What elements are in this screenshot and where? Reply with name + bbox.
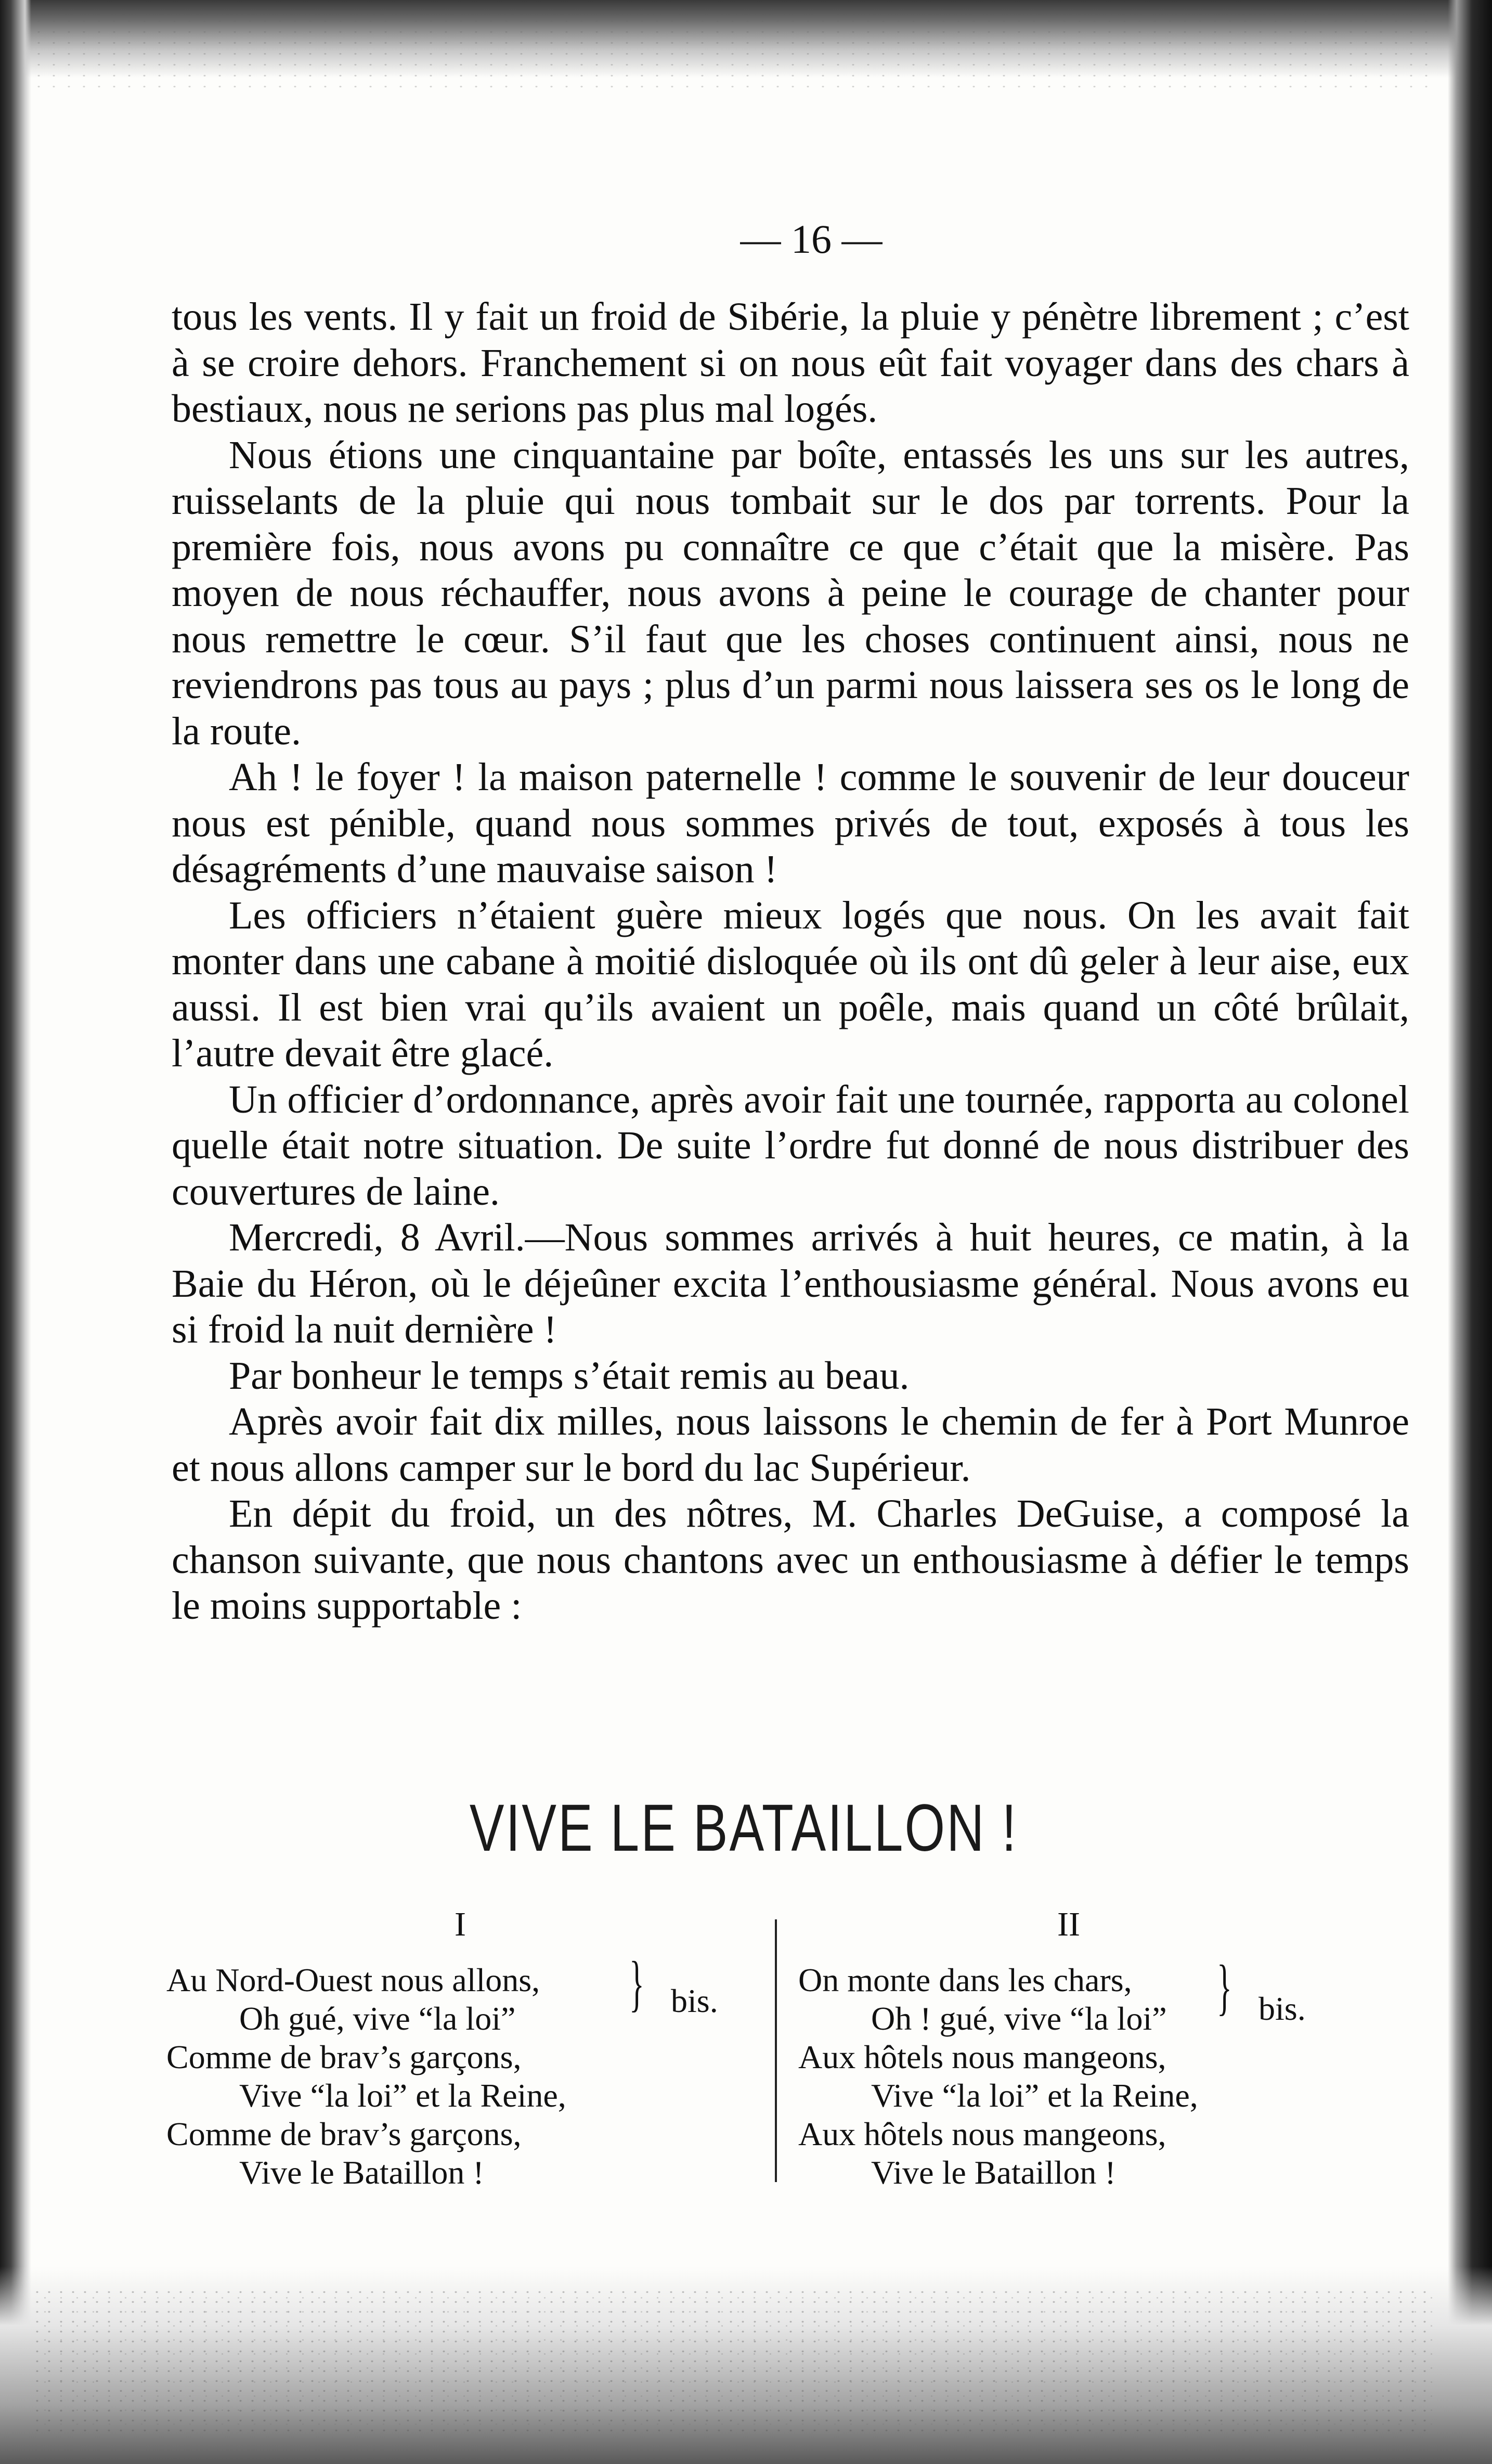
verse-numeral: I — [455, 1905, 466, 1943]
bis-brace: } — [629, 1949, 644, 2018]
verse-line: On monte dans les chars, — [798, 1962, 1132, 1998]
verse-line: Oh ! gué, vive “la loi” — [871, 2000, 1167, 2037]
song-title: VIVE LE BATAILLON ! — [469, 1791, 1018, 1865]
bis-label: bis. — [671, 1982, 718, 2019]
verse-line: Vive le Bataillon ! — [871, 2154, 1116, 2191]
scan-edge-left — [0, 0, 31, 2464]
verse-line: Au Nord-Ouest nous allons, — [166, 1962, 540, 1998]
body-text — [172, 294, 1409, 1629]
paragraph: Après avoir fait dix milles, nous laissons le chemin de fer à Port Munroe et nous allons camper sur le bord du lac Supérieur. — [172, 1400, 1409, 1490]
paragraph: Ah ! le foyer ! la maison paternelle ! comme le souvenir de leur douceur nous est pénible, quand nous sommes privés de tout, exposés à tous les désagréments d’une mauvaise saison ! — [172, 755, 1409, 891]
verse-line: Vive “la loi” et la Reine, — [871, 2077, 1198, 2114]
paragraph: Par bonheur le temps s’était remis au beau. — [229, 1353, 910, 1398]
scan-noise-top — [31, 16, 1435, 94]
paragraph: Mercredi, 8 Avril.—Nous sommes arrivés à huit heures, ce matin, à la Baie du Héron, où le déjeûner excita l’enthousiasme général. Nous avons eu si froid la nuit dernière ! — [172, 1216, 1409, 1351]
paragraph: Les officiers n’étaient guère mieux logés que nous. On les avait fait monter dans une cabane à moitié disloquée où ils ont dû geler à leur aise, eux aussi. Il est bien vrai qu’ils avaient un poêle, mais quand un côté brûlait, l’autre devait être glacé. — [172, 893, 1409, 1075]
song-verse-1 — [166, 1904, 754, 2192]
scan-noise-bottom — [31, 2287, 1435, 2433]
bis-label: bis. — [1259, 1990, 1306, 2027]
paragraph: tous les vents. Il y fait un froid de Sibérie, la pluie y pénètre librement ; c’est à se croire dehors. Franchement si on nous eût fait voyager dans des chars à bestiaux, nous ne serions pas plus mal logés. — [172, 295, 1409, 431]
verse-line: Aux hôtels nous mangeons, — [798, 2115, 1166, 2152]
song-verse-2 — [798, 1904, 1386, 2192]
scan-edge-right — [1448, 0, 1492, 2464]
verse-line: Comme de brav’s garçons, — [166, 2115, 522, 2152]
verse-line: Comme de brav’s garçons, — [166, 2039, 522, 2075]
verse-line: Aux hôtels nous mangeons, — [798, 2039, 1166, 2075]
bis-brace: } — [1217, 1952, 1232, 2021]
verse-line: Vive le Bataillon ! — [239, 2154, 484, 2191]
verse-line: Vive “la loi” et la Reine, — [239, 2077, 566, 2114]
verse-line: Oh gué, vive “la loi” — [239, 2000, 516, 2037]
column-divider — [775, 1919, 777, 2182]
paragraph: Nous étions une cinquantaine par boîte, entassés les uns sur les autres, ruisselants de la pluie qui nous tombait sur le dos par torrents. Pour la première fois, nous avons pu connaître ce que c’était que la misère. Pas moyen de nous réchauffer, nous avons à peine le courage de chanter pour nous remettre le cœur. S’il faut que les choses continuent ainsi, nous ne reviendrons pas tous au pays ; plus d’un parmi nous laissera ses os le long de la route. — [172, 433, 1409, 753]
page-number: — 16 — — [740, 216, 883, 262]
paragraph: En dépit du froid, un des nôtres, M. Charles DeGuise, a composé la chanson suivante, que nous chantons avec un enthousiasme à défier le temps le moins supportable : — [172, 1492, 1409, 1628]
paragraph: Un officier d’ordonnance, après avoir fait une tournée, rapporta au colonel quelle était notre situation. De suite l’ordre fut donné de nous distribuer des couvertures de laine. — [172, 1077, 1409, 1214]
verse-numeral: II — [1057, 1905, 1080, 1943]
